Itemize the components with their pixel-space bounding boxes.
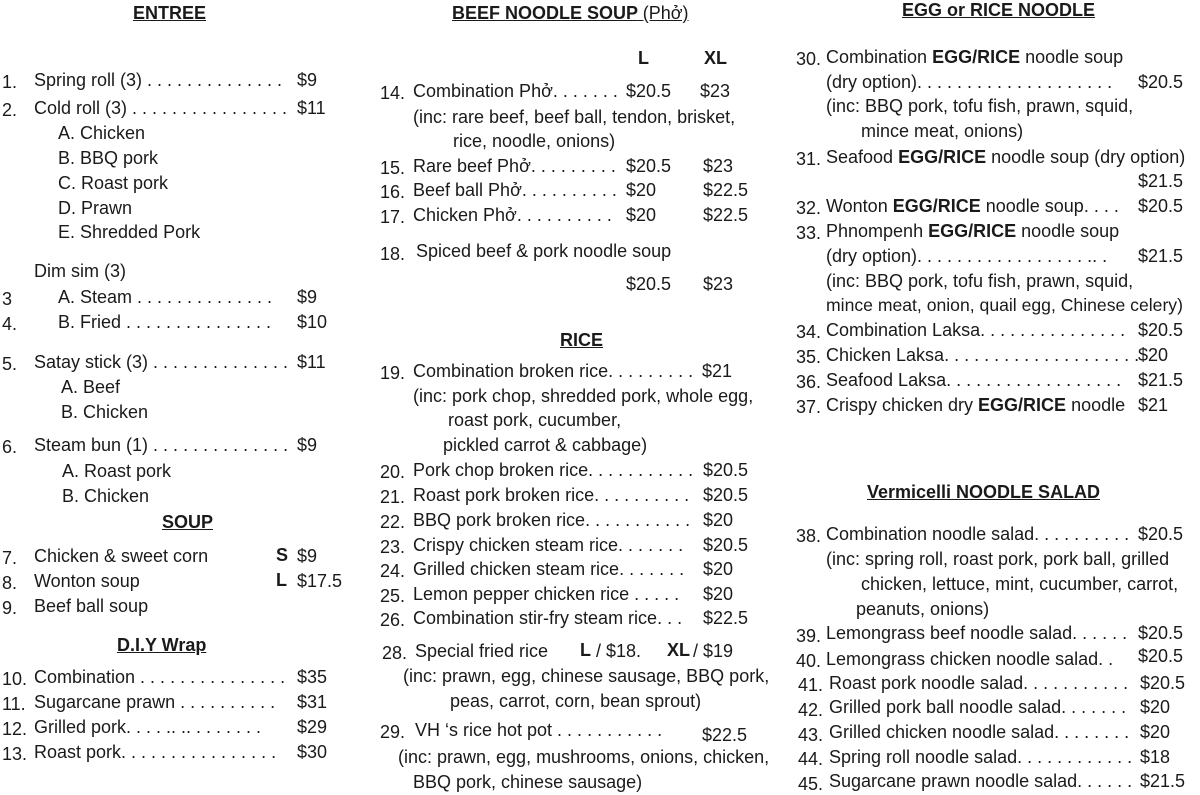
item-description: BBQ pork, chinese sausage) [413,772,643,792]
item-number: 41. [798,675,824,695]
item-name-continued: (dry option). . . . . . . . . . . . . . . . . .. . [826,246,1108,266]
size-header-xl: XL [704,48,728,68]
size-label: L [276,570,287,590]
item-option: A. Roast pork [62,461,172,481]
menu-column-entree [0,0,370,794]
item-number: 44. [798,749,824,769]
size-label: XL [667,640,691,660]
item-price: $10 [297,312,328,332]
item-number: 12. [2,719,28,739]
item-number: 37. [796,397,822,417]
item-number: 3 [2,289,13,309]
diy-wrap-heading: D.I.Y Wrap [117,635,207,655]
item-number: 45. [798,774,824,794]
item-name [826,394,1125,416]
item-number: 34. [796,322,822,342]
item-name: Beef ball soup [34,596,149,616]
item-price: $21.5 [1140,771,1186,791]
item-number: 8. [2,573,18,593]
item-price: $21 [702,361,733,381]
item-name: Chicken & sweet corn [34,546,209,566]
item-name-emphasis: EGG/RICE [892,196,981,216]
item-number: 40. [796,651,822,671]
item-name-part: noodle soup [1020,47,1124,67]
heading-text: BEEF NOODLE SOUP [452,3,638,23]
item-option: E. Shredded Pork [58,222,201,242]
size-header-l: L [638,48,649,68]
item-name: B. Fried . . . . . . . . . . . . . . . [58,312,272,332]
item-number: 9. [2,598,18,618]
item-name: Beef ball Phở. . . . . . . . . . [413,180,617,200]
entree-heading: ENTREE [133,3,207,23]
item-description: (inc: BBQ pork, tofu fish, prawn, squid, [826,96,1134,116]
item-name: Cold roll (3) . . . . . . . . . . . . . . . . [34,98,288,118]
item-price: $21.5 [1138,246,1184,266]
item-description: mince meat, onion, quail egg, Chinese celery) [826,295,1183,315]
item-name: Combination . . . . . . . . . . . . . . . [34,667,286,687]
item-name: Roast pork noodle salad. . . . . . . . . . . [829,673,1129,693]
item-price: $20.5 [703,485,749,505]
item-price: $20 [1140,697,1171,717]
item-name: Combination Laksa. . . . . . . . . . . . . . . [826,320,1126,340]
item-price: $20.5 [703,535,749,555]
item-name: Lemongrass beef noodle salad. . . . . . [826,623,1128,643]
item-price: $21.5 [1138,171,1184,191]
price-extra-large: $23 [703,156,734,176]
item-name: VH ‘s rice hot pot . . . . . . . . . . . [415,720,663,740]
item-name: Grilled chicken steam rice. . . . . . . [413,559,685,579]
item-option: A. Beef [61,377,121,397]
item-number: 5. [2,354,18,374]
item-name: Grilled pork ball noodle salad. . . . . . . [829,697,1127,717]
item-name: Seafood Laksa. . . . . . . . . . . . . . . . . . [826,370,1122,390]
item-price: $20.5 [1138,524,1184,544]
price-large: $20 [626,205,657,225]
item-price: $22.5 [703,608,749,628]
price-large: $20 [626,180,657,200]
item-number: 42. [798,700,824,720]
item-name: Steam bun (1) . . . . . . . . . . . . . . [34,435,289,455]
price-large: $20.5 [626,156,672,176]
item-name: Combination Phở. . . . . . . [413,81,618,101]
item-name-emphasis: EGG/RICE [932,47,1021,67]
item-number: 30. [796,49,822,69]
item-name-emphasis: EGG/RICE [978,395,1067,415]
item-name: Sugarcane prawn noodle salad. . . . . . [829,771,1133,791]
item-description: (inc: pork chop, shredded pork, whole egg, [413,386,754,406]
item-price: $20 [703,559,734,579]
item-number: 14. [380,83,406,103]
item-number: 38. [796,526,822,546]
item-description: pickled carrot & cabbage) [443,435,648,455]
item-number: 16. [380,182,406,202]
item-number: 2. [2,100,18,120]
item-price: $20.5 [1138,72,1184,92]
price-extra-large: $23 [700,81,731,101]
item-option: B. Chicken [61,402,149,422]
item-option: B. BBQ pork [58,148,159,168]
price-extra-large: / $19 [693,641,734,661]
item-name: Crispy chicken steam rice. . . . . . . [413,535,684,555]
price-extra-large: $23 [703,274,734,294]
item-number: 6. [2,437,18,457]
item-price: $17.5 [297,571,343,591]
item-option: A. Chicken [58,123,146,143]
item-name: Chicken Laksa. . . . . . . . . . . . . . . . . . . . [826,345,1140,365]
item-number: 28. [382,643,408,663]
item-price: $35 [297,667,328,687]
item-name-part: noodle soup [1016,221,1120,241]
item-name: Spiced beef & pork noodle soup [416,241,672,261]
item-number: 19. [380,363,406,383]
item-description: peas, carrot, corn, bean sprout) [450,691,702,711]
item-number: 33. [796,223,822,243]
item-number: 11. [2,694,26,714]
item-number: 36. [796,372,822,392]
item-name: Chicken Phở. . . . . . . . . . [413,205,612,225]
item-number: 25. [380,586,406,606]
price-extra-large: $22.5 [703,180,749,200]
item-name-part: Phnompenh [826,221,929,241]
item-price: $9 [297,70,318,90]
item-number: 23. [380,537,406,557]
item-number: 43. [798,725,824,745]
item-price: $11 [297,98,326,118]
soup-heading: SOUP [162,512,214,532]
item-name: Grilled pork. . . . .. .. . . . . . . . [34,717,262,737]
item-price: $20 [703,510,734,530]
item-name: Combination broken rice. . . . . . . . . [413,361,694,381]
item-name: Grilled chicken noodle salad. . . . . . . . [829,722,1130,742]
item-name: Rare beef Phở. . . . . . . . . [413,156,616,176]
item-name: Lemongrass chicken noodle salad. . [826,649,1114,669]
heading-subtext: (Phở) [642,3,689,23]
size-label: L [580,640,591,660]
item-name-part: noodle soup (dry option) [986,147,1186,167]
item-description: roast pork, cucumber, [448,410,622,430]
item-number: 32. [796,198,822,218]
item-price: $20 [703,584,734,604]
item-number: 24. [380,561,406,581]
item-price: $21 [1138,395,1169,415]
item-description: peanuts, onions) [856,599,990,619]
item-number: 35. [796,347,822,367]
item-name: Roast pork broken rice. . . . . . . . . . [413,485,690,505]
item-price: $20.5 [1140,673,1186,693]
beef-noodle-soup-heading [452,3,689,24]
item-price: $9 [297,546,318,566]
item-option: D. Prawn [58,198,133,218]
price-large: $20.5 [626,274,672,294]
item-price: $20.5 [703,460,749,480]
dim-sim-label: Dim sim (3) [34,261,126,281]
item-price: $11 [297,352,326,372]
item-name: Spring roll (3) . . . . . . . . . . . . . . [34,70,283,90]
item-number: 18. [380,244,406,264]
item-name: Roast pork. . . . . . . . . . . . . . . . [34,742,277,762]
item-number: 10. [2,669,28,689]
item-price: $20 [1138,345,1169,365]
size-label: S [276,545,289,565]
item-price: $9 [297,287,318,307]
item-name: Sugarcane prawn . . . . . . . . . . [34,692,276,712]
item-option: B. Chicken [62,486,150,506]
item-number: 39. [796,626,822,646]
item-description: (inc: prawn, egg, chinese sausage, BBQ pork, [403,666,770,686]
item-description: (inc: BBQ pork, tofu fish, prawn, squid, [826,271,1134,291]
item-option: C. Roast pork [58,173,169,193]
item-price: $20.5 [1138,320,1184,340]
item-name-emphasis: EGG/RICE [898,147,987,167]
item-name-part: Crispy chicken dry [826,395,979,415]
item-name: Satay stick (3) . . . . . . . . . . . . . . [34,352,289,372]
item-price: $30 [297,742,328,762]
item-price: $20.5 [1138,196,1184,216]
item-name-part: Seafood [826,147,899,167]
item-name-part: Combination [826,47,933,67]
vermicelli-noodle-salad-heading: Vermicelli NOODLE SALAD [867,482,1101,502]
item-name-part: Wonton [826,196,893,216]
item-number: 21. [380,487,406,507]
price-large: $20.5 [626,81,672,101]
item-name-continued: (dry option). . . . . . . . . . . . . . . . . . . . [826,72,1113,92]
item-name: Combination noodle salad. . . . . . . . . . [826,524,1130,544]
item-name: Pork chop broken rice. . . . . . . . . . . [413,460,694,480]
item-name-part: noodle [1066,395,1126,415]
item-price: $18 [1140,747,1171,767]
item-price: $20.5 [1138,646,1184,666]
item-price: $21.5 [1138,370,1184,390]
item-number: 13. [2,744,28,764]
item-number: 17. [380,207,406,227]
item-number: 4. [2,314,18,334]
item-price: $20 [1140,722,1171,742]
item-number: 31. [796,149,822,169]
item-description: rice, noodle, onions) [453,131,616,151]
item-number: 15. [380,158,406,178]
rice-heading: RICE [560,330,604,350]
item-name-emphasis: EGG/RICE [928,221,1017,241]
item-number: 7. [2,548,18,568]
menu-column-noodle-rice [375,0,790,794]
item-name [826,195,1119,217]
menu-column-egg-rice-noodle [792,0,1200,794]
price-large: / $18. [596,641,642,661]
item-name: BBQ pork broken rice. . . . . . . . . . . [413,510,691,530]
egg-rice-noodle-heading: EGG or RICE NOODLE [902,0,1096,20]
item-number: 20. [380,462,406,482]
item-name: Lemon pepper chicken rice . . . . . [413,584,680,604]
item-number: 26. [380,610,406,630]
item-description: (inc: spring roll, roast pork, pork ball, grilled [826,549,1170,569]
item-name: A. Steam . . . . . . . . . . . . . . [58,287,273,307]
item-name [826,146,1185,168]
item-name [826,46,1123,68]
item-price: $29 [297,717,328,737]
item-price: $20.5 [1138,623,1184,643]
item-name [826,220,1119,242]
item-name: Spring roll noodle salad. . . . . . . . . . . . [829,747,1133,767]
item-description: (inc: rare beef, beef ball, tendon, brisket, [413,107,736,127]
item-name: Wonton soup [34,571,140,591]
item-number: 22. [380,512,406,532]
item-description: (inc: prawn, egg, mushrooms, onions, chicken, [398,747,770,767]
item-description: chicken, lettuce, mint, cucumber, carrot, [861,574,1179,594]
item-price: $22.5 [702,725,748,745]
item-name: Combination stir-fry steam rice. . . [413,608,683,628]
item-name: Special fried rice [415,641,549,661]
item-number: 29. [380,722,406,742]
item-name-part: noodle soup. . . . [980,196,1119,216]
item-price: $31 [297,692,328,712]
item-description: mince meat, onions) [861,121,1024,141]
price-extra-large: $22.5 [703,205,749,225]
item-price: $9 [297,435,318,455]
item-number: 1. [2,72,18,92]
